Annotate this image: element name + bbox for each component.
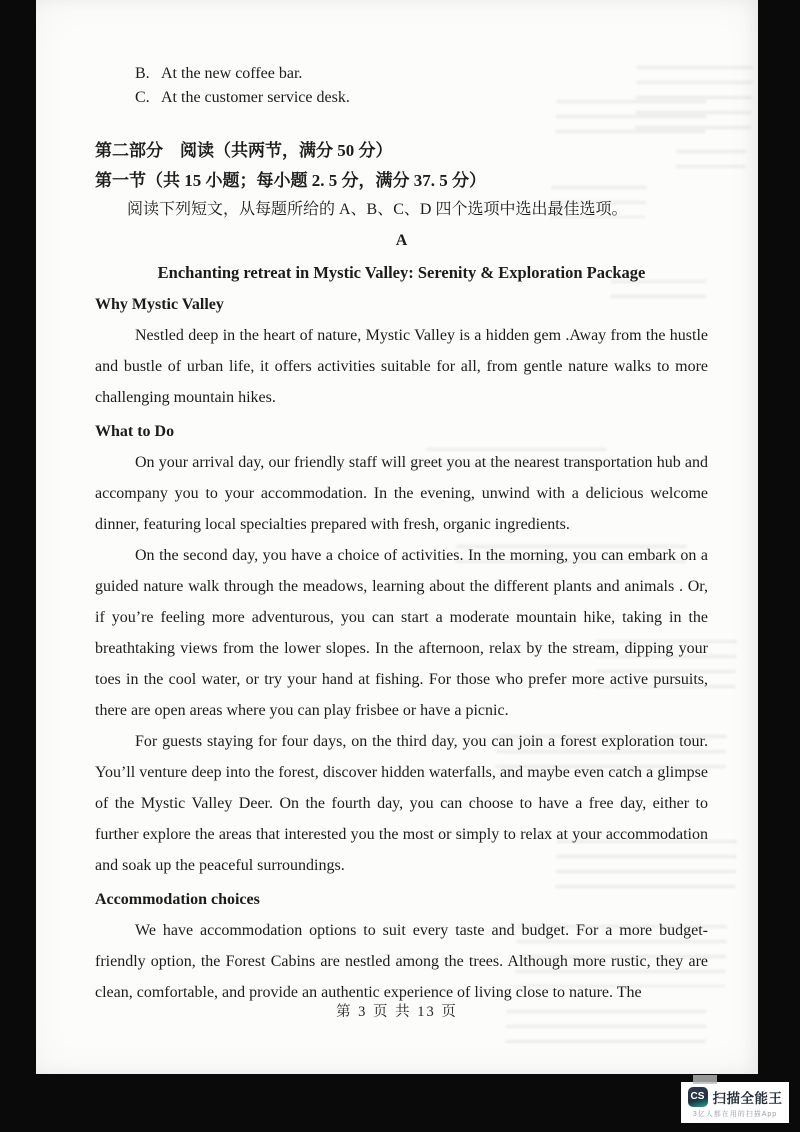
- camscanner-logo-icon: CS: [688, 1087, 708, 1107]
- camscanner-app-name: 扫描全能王: [712, 1090, 783, 1106]
- paragraph-accommodation: We have accommodation options to suit every taste and budget. For a more budget-friendly option, the Forest Cabins are nestled among the trees. Although more rustic, they are clean, comfortable, and provide an authentic experience of living close to nature. The: [95, 922, 708, 1001]
- option-c: [135, 86, 708, 110]
- scan-smudge: [693, 1075, 717, 1084]
- option-b-text: At the new coffee bar.: [161, 65, 303, 82]
- section-heading-node1: 第一节（共 15 小题；每小题 2. 5 分，满分 37. 5 分）: [95, 171, 486, 190]
- answer-options: [135, 62, 708, 110]
- option-b: [135, 62, 708, 86]
- passage-title: Enchanting retreat in Mystic Valley: Serenity & Exploration Package: [157, 263, 646, 282]
- paragraph-why-mystic-valley: Nestled deep in the heart of nature, Mystic Valley is a hidden gem .Away from the hustle and bustle of urban life, it offers activities suitable for all, from gentle nature walks to more challenging mountain hikes.: [95, 327, 708, 406]
- heading-what-to-do: What to Do: [95, 423, 175, 440]
- page-content: [36, 0, 758, 1008]
- camscanner-tagline: 3亿人都在用的扫描App: [692, 1110, 778, 1118]
- page-number-footer: 第 3 页 共 13 页: [336, 1004, 458, 1020]
- paragraph-second-day: On the second day, you have a choice of activities. In the morning, you can embark on a guided nature walk through the meadows, learning about the different plants and animals . Or, if you’re feeling more adventurous, you can start a moderate mountain hike, taking in the breathtaking views from the lower slopes. In the afternoon, relax by the stream, dipping your toes in the cool water, or try your hand at fishing. For those who prefer more active pursuits, there are open areas where you can play frisbee or have a picnic.: [95, 547, 708, 719]
- camscanner-watermark: [681, 1082, 789, 1123]
- option-c-text: At the customer service desk.: [161, 89, 350, 106]
- reading-instructions: 阅读下列短文，从每题所给的 A、B、C、D 四个选项中选出最佳选项。: [127, 201, 628, 218]
- paragraph-third-fourth-day: For guests staying for four days, on the third day, you can join a forest exploration tour. You’ll venture deep into the forest, discover hidden waterfalls, and maybe even catch a glimpse of the Mystic Valley Deer. On the fourth day, you can choose to have a free day, either to further explore the areas that interested you the most or simply to relax at your accommodation and soak up the peaceful surroundings.: [95, 733, 708, 874]
- option-c-label: C.: [135, 89, 150, 106]
- passage-label: A: [395, 232, 408, 249]
- option-b-label: B.: [135, 65, 150, 82]
- scanned-exam-page: [36, 0, 758, 1074]
- section-heading-part2: 第二部分 阅读（共两节，满分 50 分）: [95, 141, 393, 160]
- camscanner-row: [688, 1087, 783, 1107]
- heading-accommodation-choices: Accommodation choices: [95, 891, 260, 908]
- heading-why-mystic-valley: Why Mystic Valley: [95, 296, 224, 313]
- paragraph-arrival-day: On your arrival day, our friendly staff will greet you at the nearest transportation hub and accompany you to your accommodation. In the evening, unwind with a delicious welcome dinner, featuring local specialties prepared with fresh, organic ingredients.: [95, 454, 708, 533]
